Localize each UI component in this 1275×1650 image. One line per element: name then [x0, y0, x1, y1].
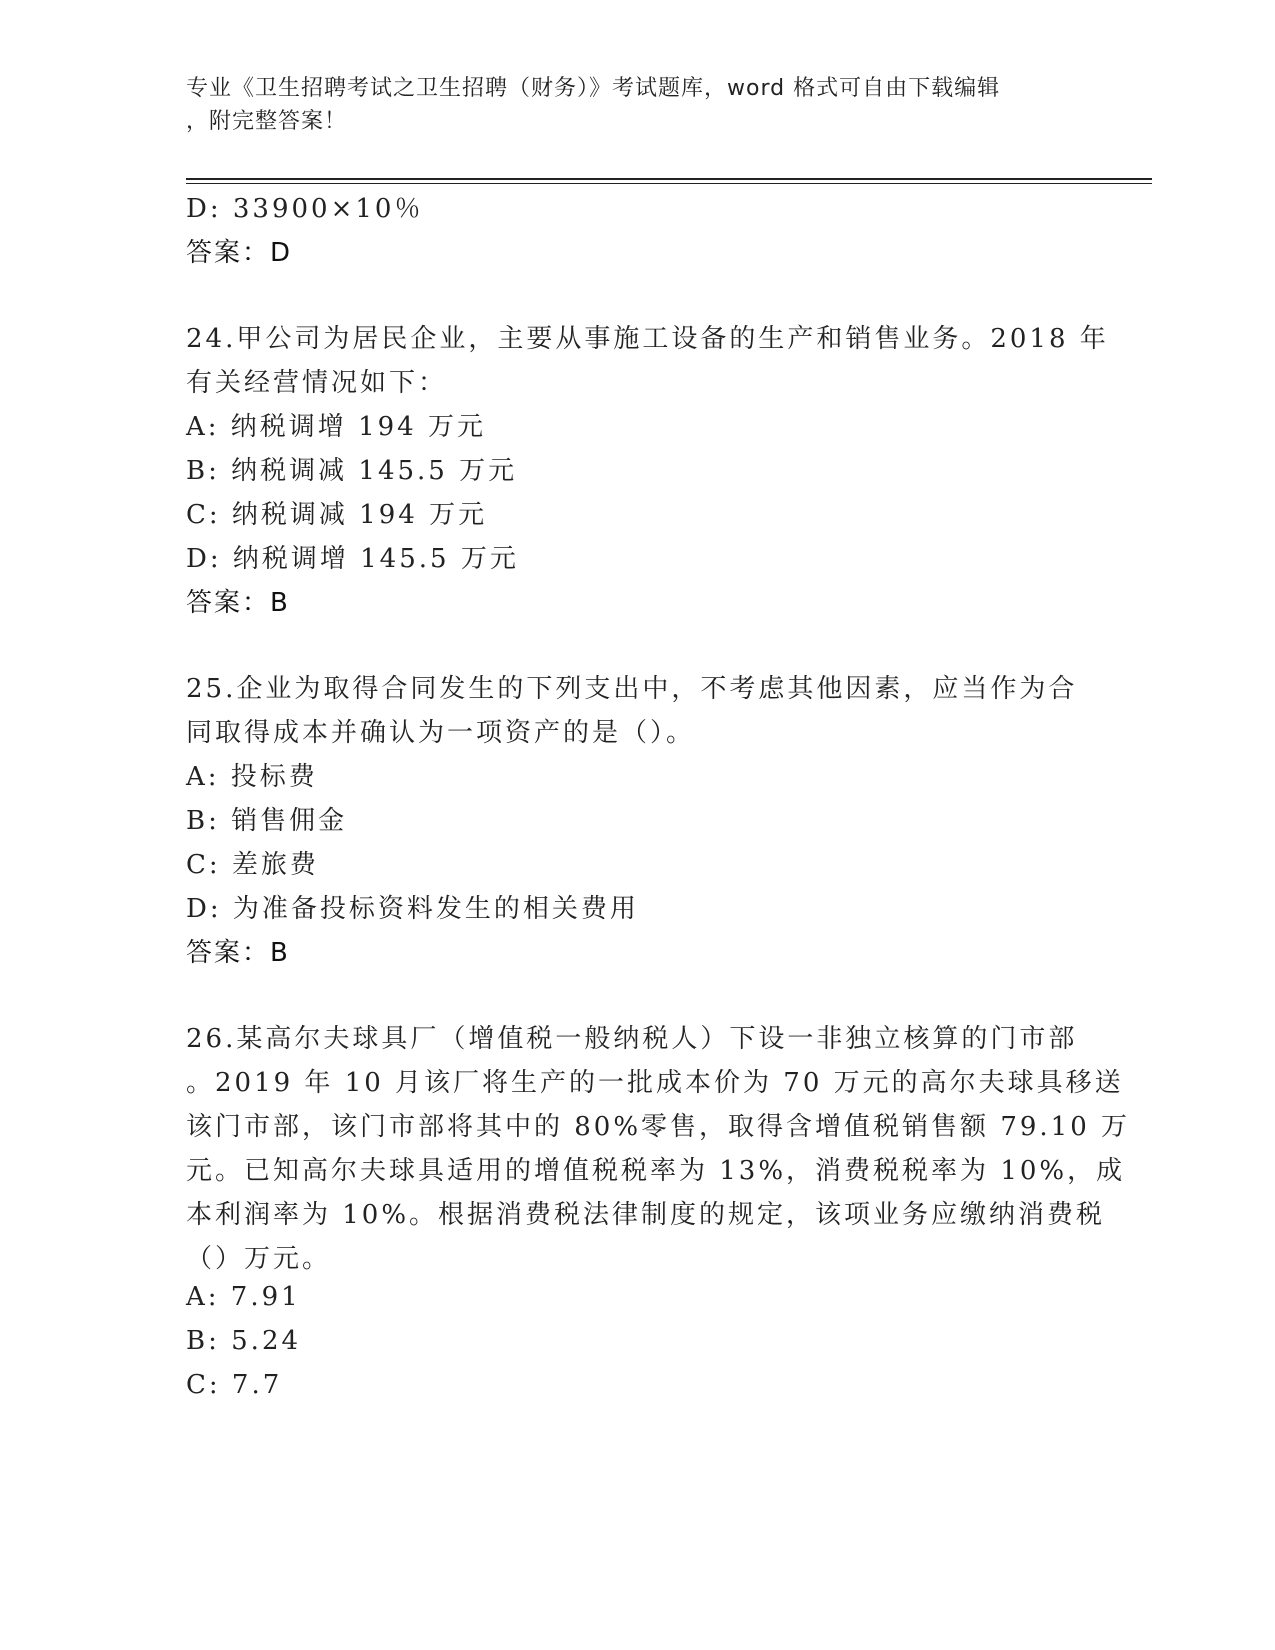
q25-option-a: A: 投标费	[186, 762, 318, 792]
q26-option-b: B: 5.24	[186, 1326, 302, 1356]
q23-option-d: D: 33900×10％	[186, 194, 424, 224]
q24-stem-line-1: 24.甲公司为居民企业，主要从事施工设备的生产和销售业务。2018 年	[186, 324, 1109, 354]
q25-stem-line-1: 25.企业为取得合同发生的下列支出中，不考虑其他因素，应当作为合	[186, 674, 1078, 704]
header-rule-thin	[186, 183, 1152, 184]
q23-answer: 答案：D	[186, 238, 293, 268]
q24-answer: 答案：B	[186, 588, 290, 618]
page-header	[186, 72, 1066, 138]
q26-stem-line-3: 该门市部，该门市部将其中的 80%零售，取得含增值税销售额 79.10 万	[186, 1112, 1131, 1142]
header-line-1: 专业《卫生招聘考试之卫生招聘（财务）》考试题库，word 格式可自由下载编辑	[186, 76, 1001, 101]
q24-option-b: B: 纳税调减 145.5 万元	[186, 456, 518, 486]
q26-stem-line-4: 元。已知高尔夫球具适用的增值税税率为 13%，消费税税率为 10%，成	[186, 1156, 1126, 1186]
q25-option-b: B: 销售佣金	[186, 806, 348, 836]
header-rule-thick	[186, 178, 1152, 180]
q26-option-a: A: 7.91	[186, 1282, 301, 1312]
header-line-2: ，附完整答案！	[186, 109, 348, 134]
q25-answer: 答案：B	[186, 938, 290, 968]
q26-stem-line-6: （）万元。	[186, 1244, 332, 1274]
q24-option-c: C: 纳税调减 194 万元	[186, 500, 488, 530]
q26-stem-line-2: 。2019 年 10 月该厂将生产的一批成本价为 70 万元的高尔夫球具移送	[186, 1068, 1124, 1098]
q24-stem-line-2: 有关经营情况如下：	[186, 368, 448, 398]
q24-option-d: D: 纳税调增 145.5 万元	[186, 544, 519, 574]
q26-stem-line-1: 26.某高尔夫球具厂（增值税一般纳税人）下设一非独立核算的门市部	[186, 1024, 1078, 1054]
q26-stem-line-5: 本利润率为 10%。根据消费税法律制度的规定，该项业务应缴纳消费税	[186, 1200, 1106, 1230]
q26-option-c: C: 7.7	[186, 1370, 283, 1400]
q24-option-a: A: 纳税调增 194 万元	[186, 412, 486, 442]
q25-stem-line-2: 同取得成本并确认为一项资产的是（）。	[186, 718, 696, 748]
q25-option-c: C: 差旅费	[186, 850, 319, 880]
q25-option-d: D: 为准备投标资料发生的相关费用	[186, 894, 639, 924]
